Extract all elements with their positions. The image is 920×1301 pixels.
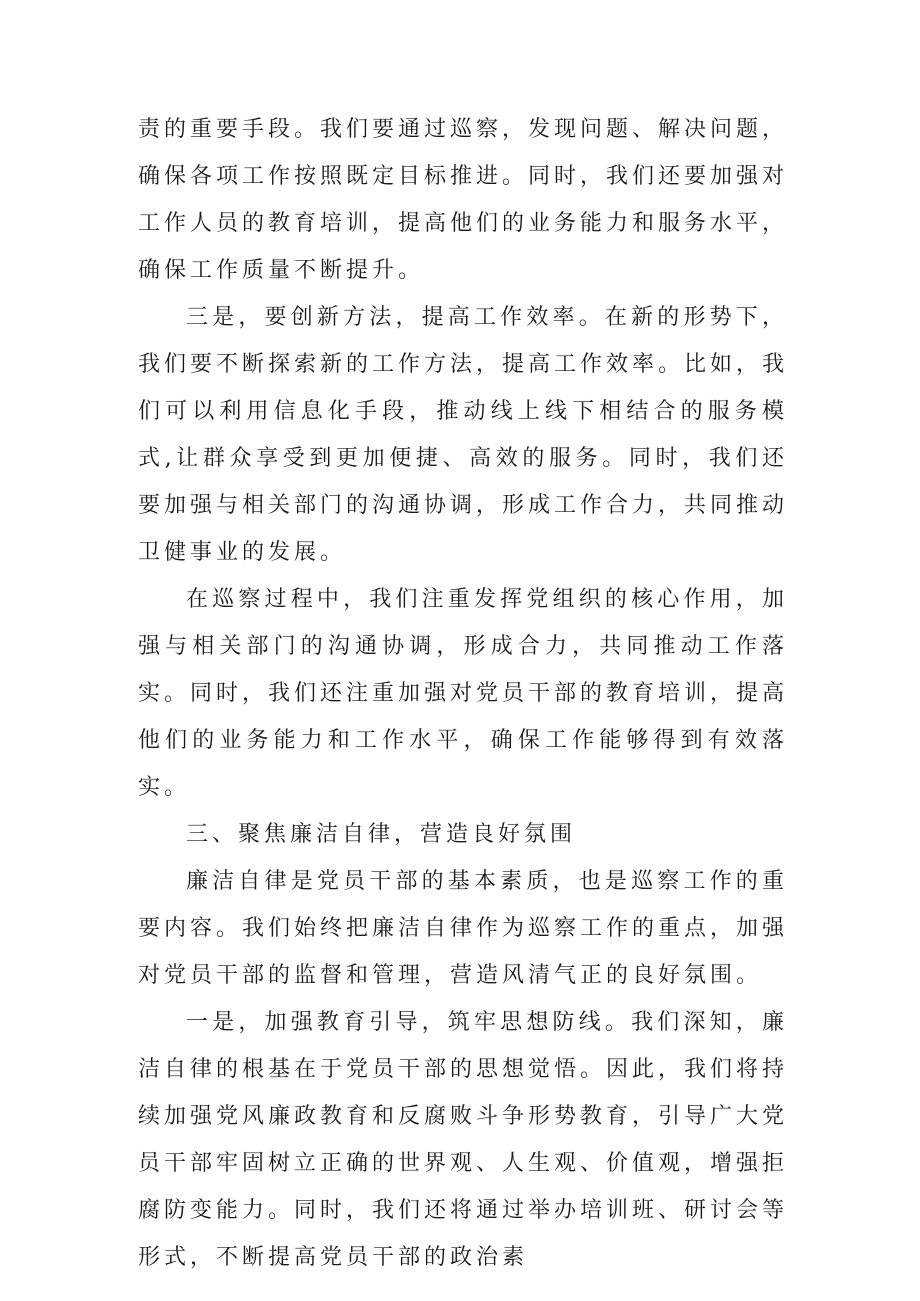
paragraph-innovation: 三是，要创新方法，提高工作效率。在新的形势下，我们要不断探索新的工作方法，提高工作效率。比如，我们可以利用信息化手段，推动线上线下相结合的服务模式,让群众享受到更加便捷、高效的服务。同时，我们还要加强与相关部门的沟通协调，形成工作合力，共同推动卫健事业的发展。: [138, 305, 789, 565]
paragraph-continuation: 责的重要手段。我们要通过巡察，发现问题、解决问题，确保各项工作按照既定目标推进。同时，我们还要加强对工作人员的教育培训，提高他们的业务能力和服务水平，确保工作质量不断提升。: [138, 117, 789, 283]
paragraph-integrity-intro: 廉洁自律是党员干部的基本素质，也是巡察工作的重要内容。我们始终把廉洁自律作为巡察工作的重点，加强对党员干部的监督和管理，营造风清气正的良好氛围。: [138, 869, 789, 988]
section-heading: 三、聚焦廉洁自律，营造良好氛围: [186, 822, 577, 847]
document-body: [138, 106, 788, 1281]
paragraph-education-guidance: 一是，加强教育引导，筑牢思想防线。我们深知，廉洁自律的根基在于党员干部的思想觉悟。因此，我们将持续加强党风廉政教育和反腐败斗争形势教育，引导广大党员干部牢固树立正确的世界观、人生观、价值观，增强拒腐防变能力。同时，我们还将通过举办培训班、研讨会等形式，不断提高党员干部的政治素: [138, 1010, 789, 1270]
paragraph-inspection-process: 在巡察过程中，我们注重发挥党组织的核心作用，加强与相关部门的沟通协调，形成合力，共同推动工作落实。同时，我们还注重加强对党员干部的教育培训，提高他们的业务能力和工作水平，确保工作能够得到有效落实。: [138, 587, 789, 800]
